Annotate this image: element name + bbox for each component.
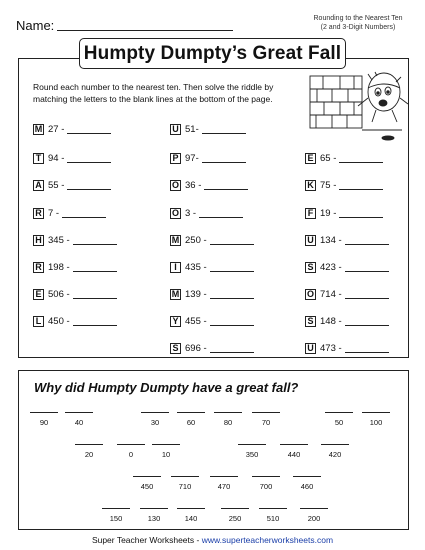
riddle-blank[interactable]: 700	[252, 476, 280, 491]
answer-blank[interactable]	[73, 290, 117, 299]
problem-item	[33, 208, 106, 219]
riddle-blank[interactable]: 10	[152, 444, 180, 459]
problem-item	[170, 289, 254, 300]
problem-item	[305, 343, 389, 354]
problem-letter: R	[33, 262, 44, 273]
riddle-blank[interactable]: 250	[221, 508, 249, 523]
problem-item	[170, 316, 254, 327]
problem-letter: M	[171, 235, 180, 245]
humpty-dumpty-illustration	[302, 58, 410, 146]
footer-brand: Super Teacher Worksheets -	[91, 535, 202, 545]
riddle-blank[interactable]: 510	[259, 508, 287, 523]
answer-blank[interactable]	[202, 154, 246, 163]
answer-blank[interactable]	[73, 263, 117, 272]
riddle-blank[interactable]: 100	[362, 412, 390, 427]
problem-expression: 94 -	[48, 153, 65, 164]
problem-item	[33, 316, 117, 327]
answer-blank[interactable]	[73, 317, 117, 326]
answer-blank[interactable]	[345, 317, 389, 326]
problem-letter: H	[33, 235, 44, 246]
problem-letter: S	[305, 262, 316, 273]
riddle-blank[interactable]: 50	[325, 412, 353, 427]
problem-item	[305, 316, 389, 327]
problem-item	[170, 153, 246, 164]
riddle-blank[interactable]: 150	[102, 508, 130, 523]
problem-item	[170, 124, 246, 135]
answer-blank[interactable]	[345, 263, 389, 272]
problem-item	[305, 208, 383, 219]
problem-letter: M	[34, 124, 43, 134]
problem-expression: 696 -	[185, 343, 207, 354]
riddle-blank[interactable]: 20	[75, 444, 103, 459]
riddle-blank[interactable]: 470	[210, 476, 238, 491]
problem-letter: P	[170, 153, 181, 164]
problem-item	[33, 262, 117, 273]
problem-item	[305, 180, 383, 191]
problem-letter: F	[305, 208, 316, 219]
name-label: Name:	[16, 18, 55, 33]
riddle-blank[interactable]: 460	[293, 476, 321, 491]
riddle-blank[interactable]: 420	[321, 444, 349, 459]
problem-letter: L	[33, 316, 44, 327]
answer-blank[interactable]	[345, 290, 389, 299]
riddle-blank[interactable]: 440	[280, 444, 308, 459]
problem-letter: A	[33, 180, 44, 191]
problem-expression: 7 -	[48, 208, 60, 219]
problem-expression: 27 -	[48, 124, 65, 135]
riddle-blank[interactable]: 0	[117, 444, 145, 459]
problem-expression: 3 -	[185, 208, 197, 219]
problem-item	[305, 289, 389, 300]
problem-letter: O	[306, 289, 314, 299]
answer-blank[interactable]	[199, 209, 243, 218]
problem-letter: O	[171, 208, 179, 218]
problem-expression: 75 -	[320, 180, 337, 191]
answer-blank[interactable]	[67, 181, 111, 190]
riddle-blank[interactable]: 40	[65, 412, 93, 427]
problem-expression: 198 -	[48, 262, 70, 273]
problem-expression: 65 -	[320, 153, 337, 164]
worksheet-title: Humpty Dumpty’s Great Fall	[79, 38, 346, 69]
problem-expression: 148 -	[320, 316, 342, 327]
answer-blank[interactable]	[210, 317, 254, 326]
footer-url[interactable]: www.superteacherworksheets.com	[201, 535, 334, 545]
problem-item	[33, 153, 111, 164]
problem-item	[305, 153, 383, 164]
problem-letter: I	[170, 262, 181, 273]
answer-blank[interactable]	[62, 209, 106, 218]
problem-expression: 51-	[185, 124, 199, 135]
answer-blank[interactable]	[210, 290, 254, 299]
problem-item	[33, 289, 117, 300]
riddle-blank[interactable]: 60	[177, 412, 205, 427]
problem-item	[170, 262, 254, 273]
answer-blank[interactable]	[339, 181, 383, 190]
answer-blank[interactable]	[210, 263, 254, 272]
problem-item	[33, 235, 117, 246]
answer-blank[interactable]	[345, 236, 389, 245]
problem-expression: 36 -	[185, 180, 202, 191]
riddle-blank[interactable]: 450	[133, 476, 161, 491]
riddle-blank[interactable]: 140	[177, 508, 205, 523]
riddle-blank[interactable]: 710	[171, 476, 199, 491]
problem-item	[305, 262, 389, 273]
problem-expression: 250 -	[185, 235, 207, 246]
problem-expression: 450 -	[48, 316, 70, 327]
problem-expression: 139 -	[185, 289, 207, 300]
answer-blank[interactable]	[202, 125, 246, 134]
problem-expression: 714 -	[320, 289, 342, 300]
problem-expression: 473 -	[320, 343, 342, 354]
topic-line-2: (2 and 3-Digit Numbers)	[320, 24, 396, 31]
answer-blank[interactable]	[339, 209, 383, 218]
problem-item	[170, 235, 254, 246]
problem-letter: O	[171, 180, 179, 190]
problem-expression: 455 -	[185, 316, 207, 327]
problem-letter: S	[305, 316, 316, 327]
problem-item	[33, 124, 111, 135]
footer	[0, 535, 425, 545]
problem-expression: 345 -	[48, 235, 70, 246]
problem-letter: U	[305, 235, 316, 246]
riddle-blank[interactable]: 80	[214, 412, 242, 427]
problem-item	[305, 235, 389, 246]
instructions: Round each number to the nearest ten. Then solve the riddle by matching the letters to the blank lines at the bottom of the page.	[33, 82, 274, 104]
name-line	[57, 30, 233, 31]
problem-letter: U	[305, 343, 316, 354]
worksheet-topic	[303, 14, 413, 32]
problem-expression: 55 -	[48, 180, 65, 191]
problem-expression: 423 -	[320, 262, 342, 273]
problem-letter: T	[33, 153, 44, 164]
problem-item	[170, 208, 243, 219]
problem-expression: 97-	[185, 153, 199, 164]
problem-letter: K	[305, 180, 316, 191]
riddle-blank[interactable]: 90	[30, 412, 58, 427]
problem-item	[33, 180, 111, 191]
problem-item	[170, 343, 254, 354]
problem-expression: 19 -	[320, 208, 337, 219]
problem-letter: R	[33, 208, 44, 219]
riddle-blank[interactable]: 30	[141, 412, 169, 427]
answer-blank[interactable]	[210, 344, 254, 353]
answer-blank[interactable]	[339, 154, 383, 163]
answer-blank[interactable]	[345, 344, 389, 353]
problem-letter: E	[305, 153, 316, 164]
riddle-blank[interactable]: 70	[252, 412, 280, 427]
problem-letter: S	[170, 343, 181, 354]
riddle-blank[interactable]: 130	[140, 508, 168, 523]
problem-letter: Y	[170, 316, 181, 327]
riddle-question: Why did Humpty Dumpty have a great fall?	[34, 380, 299, 395]
answer-blank[interactable]	[204, 181, 248, 190]
problem-letter: E	[33, 289, 44, 300]
answer-blank[interactable]	[67, 125, 111, 134]
problem-letter: M	[171, 289, 180, 299]
riddle-blank[interactable]: 200	[300, 508, 328, 523]
problem-letter: U	[170, 124, 181, 135]
problem-expression: 435 -	[185, 262, 207, 273]
riddle-blank[interactable]: 350	[238, 444, 266, 459]
problem-expression: 134 -	[320, 235, 342, 246]
problem-expression: 506 -	[48, 289, 70, 300]
problem-item	[170, 180, 248, 191]
topic-line-1: Rounding to the Nearest Ten	[313, 15, 403, 22]
answer-blank[interactable]	[73, 236, 117, 245]
answer-blank[interactable]	[210, 236, 254, 245]
answer-blank[interactable]	[67, 154, 111, 163]
